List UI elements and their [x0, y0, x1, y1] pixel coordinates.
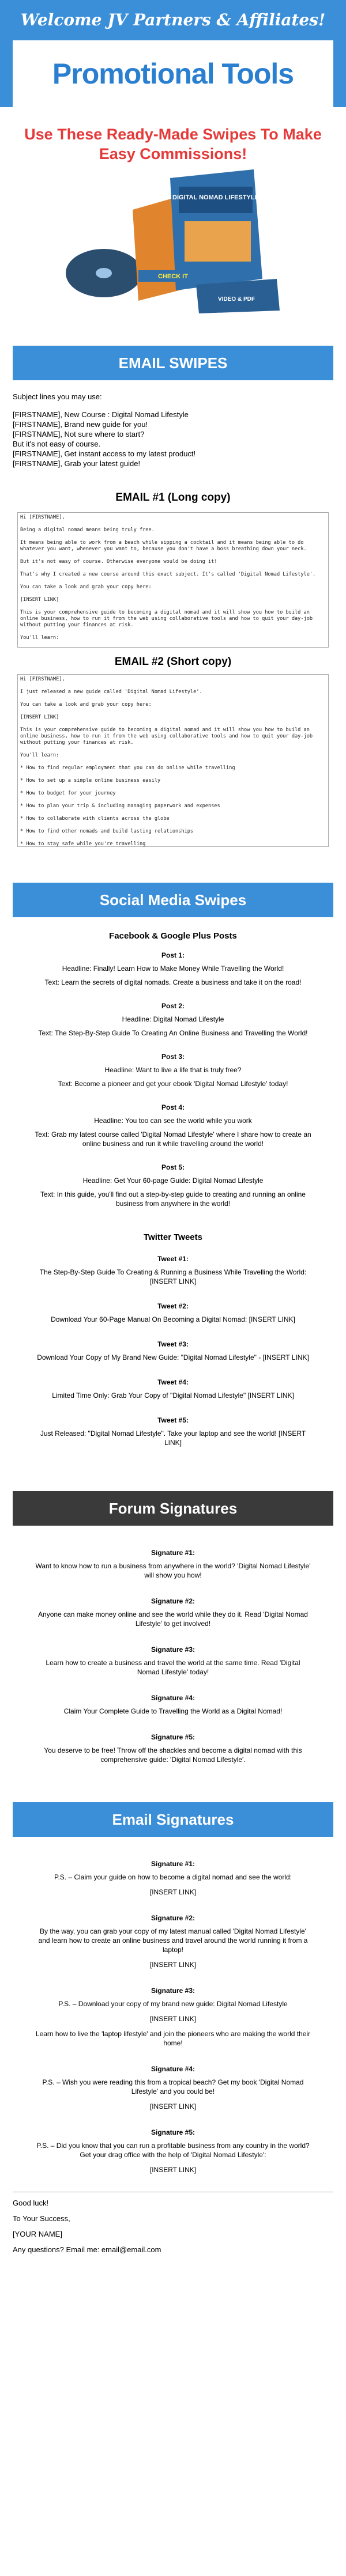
post-text: Text: The Step-By-Step Guide To Creating An Online Business and Travelling the World! — [38, 1029, 308, 1037]
box-set-text: VIDEO & PDF — [218, 296, 255, 302]
signature-title: Signature #2: — [151, 1914, 195, 1922]
tweet-title: Tweet #5: — [157, 1416, 189, 1424]
forum-signature — [0, 1646, 346, 1677]
signature-text: [INSERT LINK] — [149, 2015, 197, 2023]
email-sigs-heading: Email Signatures — [112, 1810, 234, 1828]
email1-title: EMAIL #1 (Long copy) — [115, 491, 231, 504]
signature-text: P.S. – Download your copy of my brand new guide: Digital Nomad Lifestyle — [58, 2000, 288, 2008]
email-copy-line — [20, 810, 326, 816]
post-title: Post 1: — [161, 951, 185, 959]
email-signature — [0, 1987, 346, 2048]
forum-bar — [13, 1491, 333, 1526]
subject-line: [FIRSTNAME], Brand new guide for you! — [13, 420, 148, 429]
forum-signature — [0, 1694, 346, 1716]
email-copy-line — [20, 629, 326, 635]
email-copy-line — [20, 784, 326, 790]
dvd-disc-hole — [96, 268, 112, 278]
tweet — [0, 1416, 346, 1447]
signature-text: You deserve to be free! Throw off the shackles and become a digital nomad with this comprehensive guide: 'Digital Nomad Lifestyle'. — [44, 1746, 302, 1764]
social-bar — [13, 883, 333, 917]
email-copy-line: You can take a look and grab your copy here: — [20, 702, 152, 708]
email-copy-line: You can take a look and grab your copy here: — [20, 584, 152, 590]
tweets — [0, 1255, 346, 1447]
email-copy-line — [20, 641, 326, 648]
tweet — [0, 1340, 346, 1362]
tweet-text: Download Your 60-Page Manual On Becoming a Digital Nomad: [INSERT LINK] — [51, 1315, 295, 1323]
email-copy-line: It means being able to work from a beach while sipping a cocktail and it means being able to do whatever you want, whenever you want to, because you don't have a boss breathing down your neck. — [20, 540, 307, 552]
subject-line: [FIRSTNAME], Not sure where to start? — [13, 430, 145, 438]
title-box — [13, 40, 333, 107]
footer-line: [YOUR NAME] — [13, 2230, 62, 2238]
tweet-title: Tweet #1: — [157, 1255, 189, 1263]
email-copy-line — [20, 708, 326, 714]
product-bundle-image — [63, 169, 283, 313]
email-copy-line: This is your comprehensive guide to becoming a digital nomad and it will show you how to build an online business, how to run it from the web using collaborative tools and how to quit your day-job without putting your finances at risk. — [20, 610, 316, 628]
welcome-heading: Welcome JV Partners & Affiliates! — [20, 10, 326, 29]
signature-text: [INSERT LINK] — [149, 1888, 197, 1896]
post-title: Post 3: — [161, 1053, 185, 1061]
email-copy-line: You'll learn: — [20, 752, 59, 758]
post-text: Headline: Digital Nomad Lifestyle — [122, 1015, 224, 1023]
signature-text: Want to know how to run a business from anywhere in the world? 'Digital Nomad Lifestyle' will show you how! — [35, 1562, 311, 1579]
email2-title: EMAIL #2 (Short copy) — [114, 656, 232, 668]
email-signatures — [0, 1860, 346, 2174]
email-signature — [0, 1860, 346, 1897]
email-copy-line: [INSERT LINK] — [20, 597, 59, 603]
fb-post — [0, 1163, 346, 1208]
signature-title: Signature #3: — [151, 1987, 195, 1995]
fb-heading: Facebook & Google Plus Posts — [109, 931, 237, 941]
footer — [0, 2198, 346, 2255]
book-cover-photo — [185, 221, 251, 262]
email-copy-line — [20, 591, 326, 597]
email-copy-line: * How to set up a simple online business easily — [20, 778, 161, 784]
email-signature — [0, 1914, 346, 1969]
signature-title: Signature #1: — [151, 1860, 195, 1868]
subject-intro: Subject lines you may use: — [13, 392, 102, 401]
page-title: Promotional Tools — [52, 58, 294, 90]
post-text: Headline: You too can see the world while you work — [94, 1117, 252, 1125]
tweet-text: Just Released: "Digital Nomad Lifestyle". Take your laptop and see the world! [INSERT LINK] — [40, 1429, 306, 1447]
tweet-text: Limited Time Only: Grab Your Copy of "Digital Nomad Lifestyle" [INSERT LINK] — [52, 1391, 294, 1399]
email-copy-line: Being a digital nomad means being truly free. — [20, 527, 155, 533]
forum-heading: Forum Signatures — [108, 1499, 238, 1517]
email1-copy-box[interactable] — [17, 512, 329, 648]
subject-lines — [0, 392, 346, 468]
email-copy-line — [20, 759, 326, 765]
signature-title: Signature #1: — [151, 1549, 195, 1557]
email-signature — [0, 2128, 346, 2174]
tweet-text: The Step-By-Step Guide To Creating & Running a Business While Travelling the World: [INSERT LINK] — [39, 1268, 307, 1285]
signature-title: Signature #4: — [151, 2065, 195, 2073]
signature-text: Anyone can make money online and see the world while they do it. Read 'Digital Nomad Lifestyle' to get involved! — [38, 1610, 308, 1628]
footer-line: To Your Success, — [13, 2214, 70, 2223]
fb-posts — [0, 951, 346, 1208]
post-text: Text: Grab my latest course called 'Digital Nomad Lifestyle' where I share how to create an online business and run it while travelling around the world! — [35, 1130, 311, 1148]
post-text: Headline: Want to live a life that is truly free? — [104, 1066, 242, 1074]
forum-signatures — [0, 1549, 346, 1764]
fb-post — [0, 1103, 346, 1148]
signature-title: Signature #5: — [151, 2128, 195, 2136]
post-text: Text: Become a pioneer and get your ebook 'Digital Nomad Lifestyle' today! — [58, 1080, 288, 1088]
fb-post — [0, 1002, 346, 1038]
email-copy-line: * How to stay safe while you're travelling — [20, 841, 146, 847]
signature-text: P.S. – Claim your guide on how to become a digital nomad and see the world: — [54, 1873, 292, 1881]
subject-line: But it's not easy of course. — [13, 440, 101, 448]
signature-text: Learn how to live the 'laptop lifestyle' and join the pioneers who are making the world their home! — [35, 2030, 311, 2047]
email-copy-line — [20, 822, 326, 829]
email-swipes-bar — [13, 346, 333, 380]
post-text: Headline: Finally! Learn How to Make Money While Travelling the World! — [62, 964, 284, 973]
email2-copy-box[interactable] — [17, 674, 329, 847]
email-copy-line: [INSERT LINK] — [20, 714, 59, 720]
post-title: Post 2: — [161, 1002, 185, 1010]
signature-text: P.S. – Did you know that you can run a profitable business from any country in the world? Get your drag office with the help of 'Digital Nomad Lifestyle': — [36, 2142, 310, 2159]
email-copy-line — [20, 746, 326, 752]
subheadline: Use These Ready-Made Swipes To Make Easy Commissions! — [24, 126, 322, 162]
email-copy-line — [20, 578, 326, 584]
subject-list — [13, 410, 333, 468]
email-copy-line: I just released a new guide called 'Digital Nomad Lifestyle'. — [20, 689, 202, 695]
subject-line: [FIRSTNAME], Grab your latest guide! — [13, 459, 141, 468]
signature-title: Signature #4: — [151, 1694, 195, 1702]
signature-text: Claim Your Complete Guide to Travelling the World as a Digital Nomad! — [63, 1707, 283, 1715]
subject-line: [FIRSTNAME], Get instant access to my latest product! — [13, 449, 196, 458]
footer-line: Good luck! — [13, 2199, 49, 2207]
fb-post — [0, 951, 346, 987]
email-copy-line — [20, 553, 326, 559]
subject-line: [FIRSTNAME], New Course : Digital Nomad Lifestyle — [13, 410, 189, 419]
signature-text: Learn how to create a business and travel the world at the same time. Read 'Digital Nomad Lifestyle' today! — [46, 1659, 300, 1676]
email-copy-line — [20, 771, 326, 778]
post-title: Post 5: — [161, 1163, 185, 1171]
email-copy-line — [20, 534, 326, 540]
signature-text: [INSERT LINK] — [149, 1961, 197, 1969]
ribbon-text: CHECK IT — [158, 273, 188, 280]
email-sigs-bar — [13, 1802, 333, 1837]
email-copy-line: This is your comprehensive guide to becoming a digital nomad and it will show you how to build an online business, how to run it from the web using collaborative tools and how to quit your day-job without putting your finances at risk. — [20, 727, 316, 746]
tweet — [0, 1378, 346, 1400]
post-text: Text: In this guide, you'll find out a step-by-step guide to creating and running an online business from anywhere in the world! — [40, 1190, 306, 1208]
email-copy-line — [20, 797, 326, 803]
post-text: Text: Learn the secrets of digital nomads. Create a business and take it on the road! — [44, 978, 302, 986]
signature-title: Signature #3: — [151, 1646, 195, 1654]
email-copy-line: * How to find regular employment that you can do online while travelling — [20, 765, 235, 771]
book-title-text: DIGITAL NOMAD LIFESTYLE — [172, 194, 259, 201]
email-copy-line: That's why I created a new course around this exact subject. It's called 'Digital Nomad Lifestyle'. — [20, 572, 316, 577]
fb-post — [0, 1053, 346, 1088]
email-copy-line — [20, 721, 326, 727]
post-text: Headline: Get Your 60-page Guide: Digital Nomad Lifestyle — [82, 1177, 264, 1185]
email-copy-line: * How to budget for your journey — [20, 790, 116, 796]
signature-text: P.S. – Wish you were reading this from a tropical beach? Get my book 'Digital Nomad Lifestyle' and you could be! — [42, 2078, 304, 2095]
email-copy-line: * How to plan your trip & including managing paperwork and expenses — [20, 803, 220, 809]
footer-line: Any questions? Email me: email@email.com — [13, 2245, 161, 2254]
email-copy-line — [20, 521, 326, 527]
signature-text: [INSERT LINK] — [149, 2166, 197, 2174]
email-copy-line — [20, 695, 326, 702]
email-copy-line: Hi [FIRSTNAME], — [20, 515, 65, 520]
forum-signature — [0, 1549, 346, 1580]
tweet — [0, 1302, 346, 1324]
email-copy-line: * How to collaborate with clients across the globe — [20, 816, 170, 822]
email-copy-line — [20, 603, 326, 610]
tweet-title: Tweet #3: — [157, 1340, 189, 1348]
social-heading: Social Media Swipes — [99, 891, 247, 909]
top-banner — [0, 0, 346, 107]
email-swipes-heading: EMAIL SWIPES — [118, 354, 228, 372]
email-copy-line — [20, 565, 326, 572]
email-copy-line — [20, 683, 326, 689]
tweet — [0, 1255, 346, 1286]
twitter-heading: Twitter Tweets — [144, 1232, 202, 1242]
tweet-title: Tweet #4: — [157, 1378, 189, 1386]
email-signature — [0, 2065, 346, 2111]
signature-title: Signature #5: — [151, 1733, 195, 1741]
tweet-text: Download Your Copy of My Brand New Guide: "Digital Nomad Lifestyle" - [INSERT LINK] — [37, 1353, 309, 1361]
tweet-title: Tweet #2: — [157, 1302, 189, 1310]
forum-signature — [0, 1733, 346, 1764]
forum-signature — [0, 1597, 346, 1628]
signature-text: [INSERT LINK] — [149, 2102, 197, 2110]
email-copy-line: But it's not easy of course. Otherwise everyone would be doing it! — [20, 559, 217, 565]
email-copy-line: You'll learn: — [20, 635, 59, 641]
signature-text: By the way, you can grab your copy of my latest manual called 'Digital Nomad Lifestyle' and learn how to create an online business and travel around the world running it from a laptop! — [38, 1927, 308, 1954]
post-title: Post 4: — [161, 1103, 185, 1111]
email-copy-line: * How to find other nomads and build lasting relationships — [20, 829, 194, 834]
signature-title: Signature #2: — [151, 1597, 195, 1605]
email-copy-line: Hi [FIRSTNAME], — [20, 676, 65, 682]
email-copy-line — [20, 835, 326, 841]
